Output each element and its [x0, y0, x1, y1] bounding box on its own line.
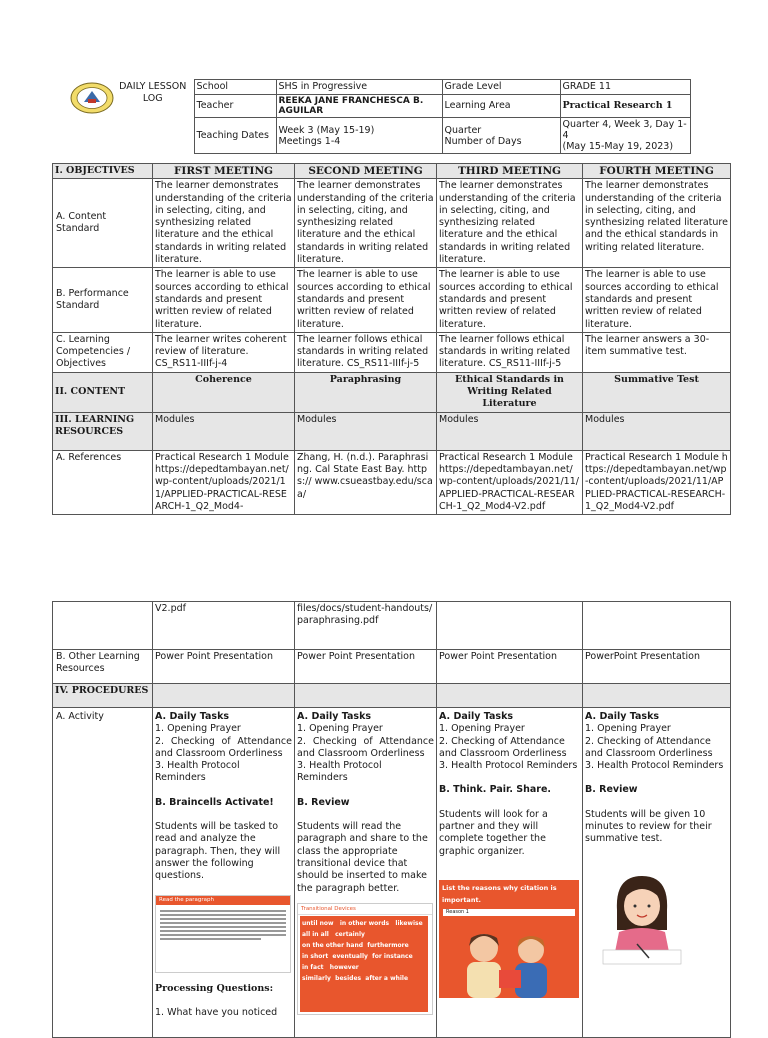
procedures-cell-2 [295, 684, 437, 708]
reference-cont-2: files/docs/student-handouts/paraphrasing.pdf [295, 602, 437, 650]
content-standard-label: A. Content Standard [53, 179, 153, 268]
meeting-header-2: SECOND MEETING [295, 164, 437, 179]
area-value: Practical Research 1 [560, 95, 690, 118]
daily-task-2: 2. Checking of Attendance and Classroom Orderliness [585, 735, 713, 759]
other-resources-label: B. Other Learning Resources [53, 650, 153, 684]
daily-task-1: 1. Opening Prayer [297, 723, 383, 735]
quarter-value-2: (May 15-May 19, 2023) [562, 141, 674, 153]
other-resource-3: Power Point Presentation [437, 650, 583, 684]
reference-cont-1: V2.pdf [153, 602, 295, 650]
resources-label: III. LEARNING RESOURCES [53, 412, 153, 450]
daily-task-3: 3. Health Protocol Reminders [297, 760, 382, 784]
dates-label: Teaching Dates [194, 118, 276, 154]
quarter-label-1: Quarter [444, 124, 482, 136]
content-standard-2: The learner demonstrates understanding of the criteria in selecting, citing, and synthesizing related literature and the ethical standards in writing related literature. [295, 179, 437, 268]
meeting-header-3: THIRD MEETING [437, 164, 583, 179]
reference-4: Practical Research 1 Module https://depedtambayan.net/wp-content/uploads/2021/11/APPLIED-PRACTICAL-RESEARCH-1_Q2_Mod4-V2.pdf [583, 450, 731, 514]
quarter-label [442, 118, 560, 154]
content-topic-3: Ethical Standards in Writing Related Literature [437, 372, 583, 412]
transition-word: however [329, 963, 359, 971]
daily-task-1: 1. Opening Prayer [585, 723, 671, 735]
daily-task-2: 2. Checking of Attendance and Classroom Orderliness [155, 735, 292, 759]
teacher-value [276, 95, 442, 118]
quarter-value [560, 118, 690, 154]
citation-slide [439, 880, 579, 998]
procedures-cell-1 [153, 684, 295, 708]
procedures-cell-4 [583, 684, 731, 708]
lesson-log-header [112, 79, 691, 154]
meeting-header-4: FOURTH MEETING [583, 164, 731, 179]
dates-meetings: Meetings 1-4 [278, 135, 341, 147]
content-topic-1: Coherence [153, 372, 295, 412]
activity-meeting-2 [295, 708, 437, 1038]
teacher-label: Teacher [194, 95, 276, 118]
title-line-1: DAILY LESSON [119, 80, 187, 92]
activity-meeting-1 [153, 708, 295, 1038]
grade-label: Grade Level [442, 80, 560, 95]
performance-standard-1: The learner is able to use sources according to ethical standards and present written review of related literature. [153, 268, 295, 332]
reference-3: Practical Research 1 Module https://depedtambayan.net/wp-content/uploads/2021/11/APPLIED-PRACTICAL-RESEARCH-1_Q2_Mod4-V2.pdf [437, 450, 583, 514]
other-resource-1: Power Point Presentation [153, 650, 295, 684]
activity-instruction-2: Students will read the paragraph and share to the class the appropriate transitional device that should be inserted to make the paragraph better. [297, 821, 428, 894]
reference-2: Zhang, H. (n.d.). Paraphrasing. Cal State East Bay. https:// www.csueastbay.edu/scaa/ [295, 450, 437, 514]
paragraph-slide-thumbnail [155, 895, 291, 973]
daily-task-3: 3. Health Protocol Reminders [439, 760, 578, 772]
transition-word: furthermore [367, 941, 409, 949]
competencies-label: C. Learning Competencies / Objectives [53, 332, 153, 372]
daily-tasks-title: A. Daily Tasks [439, 711, 514, 722]
objectives-label: I. OBJECTIVES [53, 164, 153, 179]
activity-subtitle-3: B. Think. Pair. Share. [439, 784, 552, 796]
daily-task-1: 1. Opening Prayer [155, 723, 241, 735]
daily-tasks-title: A. Daily Tasks [297, 711, 372, 722]
references-cont-label [53, 602, 153, 650]
procedures-label: IV. PROCEDURES [53, 684, 153, 708]
daily-tasks-title: A. Daily Tasks [155, 711, 230, 722]
competency-2: The learner follows ethical standards in writing related literature. CS_RS11-IIIf-j-5 [295, 332, 437, 372]
daily-task-2: 2. Checking of Attendance and Classroom Orderliness [439, 735, 567, 759]
reference-1: Practical Research 1 Module https://depedtambayan.net/wp-content/uploads/2021/11/APPLIED-PRACTICAL-RESEARCH-1_Q2_Mod4- [153, 450, 295, 514]
school-seal-logo [70, 82, 114, 114]
transition-word: on the other hand [302, 941, 364, 949]
meeting-header-1: FIRST MEETING [153, 164, 295, 179]
daily-tasks-title: A. Daily Tasks [585, 711, 660, 722]
area-label: Learning Area [442, 95, 560, 118]
competency-1: The learner writes coherent review of literature. CS_RS11-IIIf-j-4 [153, 332, 295, 372]
transition-word: all in all [302, 930, 329, 938]
content-standard-3: The learner demonstrates understanding of the criteria in selecting, citing, and synthesizing related literature and the ethical standards in writing related literature. [437, 179, 583, 268]
other-resource-4: PowerPoint Presentation [583, 650, 731, 684]
activity-instruction-4: Students will be given 10 minutes to review for their summative test. [585, 808, 712, 845]
other-resource-2: Power Point Presentation [295, 650, 437, 684]
students-illustration [439, 908, 579, 998]
school-value: SHS in Progressive [276, 80, 442, 95]
performance-standard-2: The learner is able to use sources according to ethical standards and present written review of related literature. [295, 268, 437, 332]
competency-3: The learner follows ethical standards in writing related literature. CS_RS11-IIIf-j-5 [437, 332, 583, 372]
daily-task-2: 2. Checking of Attendance and Classroom Orderliness [297, 735, 434, 759]
content-standard-4: The learner demonstrates understanding of the criteria in selecting, citing, and synthesizing related literature and the ethical standards in writing related literature. [583, 179, 731, 268]
daily-lesson-log-title [112, 80, 194, 154]
resource-2: Modules [295, 412, 437, 450]
procedures-table [52, 601, 731, 1038]
slide3-title: List the reasons why citation is important. [442, 883, 557, 905]
transition-word: similarly [302, 974, 331, 982]
transition-word: until now [302, 919, 334, 927]
transition-word: likewise [395, 919, 423, 927]
activity-meeting-3 [437, 708, 583, 1038]
content-standard-1: The learner demonstrates understanding of the criteria in selecting, citing, and synthesizing related literature and the ethical standards in writing related literature. [153, 179, 295, 268]
dates-value [276, 118, 442, 154]
teacher-name-2: AGUILAR [278, 106, 324, 117]
performance-standard-3: The learner is able to use sources according to ethical standards and present written review of related literature. [437, 268, 583, 332]
quarter-value-1: Quarter 4, Week 3, Day 1-4 [562, 119, 687, 142]
resource-3: Modules [437, 412, 583, 450]
objectives-table [52, 163, 731, 515]
slide1-title: Read the paragraph [159, 896, 214, 903]
title-line-2: LOG [142, 92, 163, 104]
slide3-reason: Reason 1 [443, 909, 575, 916]
processing-questions-title: Processing Questions: [155, 982, 274, 994]
transition-word: in fact [302, 963, 324, 971]
references-label: A. References [53, 450, 153, 514]
content-topic-4: Summative Test [583, 372, 731, 412]
daily-task-1: 1. Opening Prayer [439, 723, 525, 735]
transition-word: for instance [372, 952, 413, 960]
transition-word: in other words [339, 919, 390, 927]
transition-word: eventually [332, 952, 368, 960]
transition-word: certainly [335, 930, 365, 938]
activity-subtitle-1: B. Braincells Activate! [155, 796, 274, 808]
resource-1: Modules [153, 412, 295, 450]
transition-word: after a while [365, 974, 409, 982]
grade-value: GRADE 11 [560, 80, 690, 95]
daily-task-3: 3. Health Protocol Reminders [585, 760, 724, 772]
reference-cont-3 [437, 602, 583, 650]
content-label: II. CONTENT [53, 372, 153, 412]
activity-subtitle-4: B. Review [585, 784, 638, 796]
dates-week: Week 3 (May 15-19) [278, 124, 375, 136]
activity-meeting-4 [583, 708, 731, 1038]
school-label: School [194, 80, 276, 95]
activity-label: A. Activity [53, 708, 153, 1038]
procedures-cell-3 [437, 684, 583, 708]
transition-word: besides [335, 974, 362, 982]
activity-instruction-3: Students will look for a partner and they will complete together the graphic organizer. [439, 808, 548, 857]
daily-task-3: 3. Health Protocol Reminders [155, 760, 240, 784]
content-topic-2: Paraphrasing [295, 372, 437, 412]
activity-subtitle-2: B. Review [297, 796, 350, 808]
transition-word: in short [302, 952, 329, 960]
girl-writing-illustration [597, 870, 687, 970]
teacher-name-1: REEKA JANE FRANCHESCA B. [278, 96, 424, 107]
activity-instruction-1: Students will be tasked to read and analyze the paragraph. Then, they will answer the following questions. [155, 821, 281, 882]
processing-question-1: 1. What have you noticed [155, 1006, 278, 1018]
reference-cont-4 [583, 602, 731, 650]
competency-4: The learner answers a 30-item summative test. [583, 332, 731, 372]
quarter-label-2: Number of Days [444, 135, 522, 147]
slide2-title: Transitional Devices [301, 905, 356, 912]
performance-standard-4: The learner is able to use sources according to ethical standards and present written review of related literature. [583, 268, 731, 332]
performance-standard-label: B. Performance Standard [53, 268, 153, 332]
resource-4: Modules [583, 412, 731, 450]
transitional-devices-slide [297, 903, 433, 1015]
